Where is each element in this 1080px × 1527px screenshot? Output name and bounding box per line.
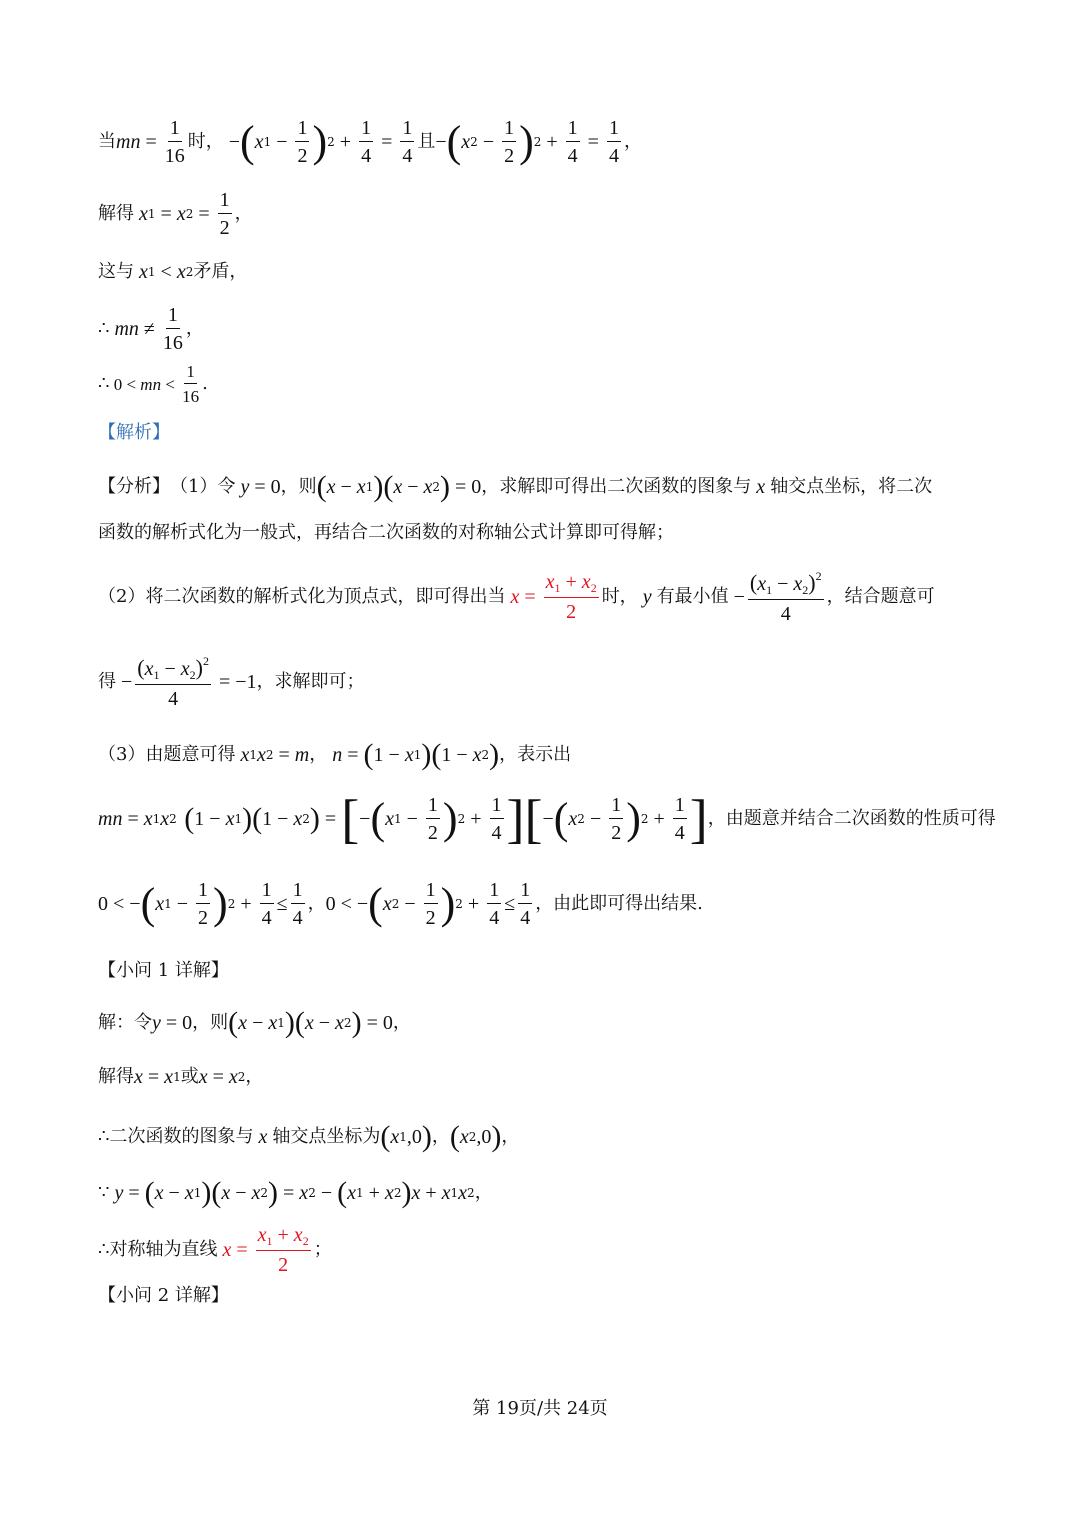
text: ，则 — [192, 1012, 229, 1033]
text: 轴交点坐标为 — [272, 1126, 381, 1147]
text: 当 — [98, 131, 116, 152]
text: 解得 — [98, 1066, 134, 1087]
text: 轴交点坐标，将二次 — [770, 476, 933, 497]
text: 函数的解析式化为一般式，再结合二次函数的对称轴公式计算即可得解； — [98, 522, 674, 543]
text: （3）由题意可得 — [98, 744, 236, 765]
text: 时， — [187, 131, 224, 152]
text: 对称轴为直线 — [109, 1239, 218, 1260]
line-contradiction: 这与 x 1 < x 2 矛盾， — [98, 261, 248, 283]
line-mn-neq: ∴ mn ≠ $\frac{1}{16}$ ， — [98, 304, 204, 354]
text: 且 — [417, 131, 436, 152]
text: 【小问 1 详解】 — [98, 960, 229, 981]
therefore-symbol: ∴ — [98, 318, 110, 339]
q1-line4: ∵ y = ( x − x 1 )( x − x 2 ) = x 2 − ( x 1 + x 2 ) x + x 1 x 2 ， — [98, 1176, 493, 1209]
text: 【分析】 — [98, 476, 170, 497]
text: ， — [309, 744, 328, 765]
text: ，由题意并结合二次函数的性质可得 — [707, 808, 996, 829]
therefore-symbol: ∴ — [98, 1239, 110, 1260]
text: ， — [307, 893, 326, 914]
line-mn-eq-1-16: 当 mn = $\frac{1}{16}$ 时， − ( x 1 − $\frac{1}{2}$ ) 2 + $\frac{1}{4}$ = $\frac{1}{4}$ 且 − ( x 2 − $\frac{1}{2}$ ) 2 + $\frac{1}{4}$ = $\frac{1}{4}$ ， — [98, 117, 642, 167]
text: 有最小值 — [656, 586, 729, 607]
q1-line2: 解得 x = x 1 或 x = x 2 ， — [98, 1066, 264, 1088]
q1-heading — [98, 962, 229, 980]
text: 或 — [180, 1066, 199, 1087]
analysis-part2-cont: 得 − $\frac{(x_1 - x_2)^2}{4}$ = −1 ，求解即可； — [98, 654, 365, 710]
text: 得 — [98, 671, 116, 692]
therefore-symbol: ∴ — [98, 373, 110, 394]
text: 【解析】 — [98, 422, 170, 443]
text: ，求解即可； — [256, 671, 365, 692]
because-symbol: ∵ — [98, 1182, 110, 1203]
analysis-part2: （2）将二次函数的解析式化为顶点式，即可得出当 x = $\frac{x_1 + x_2}{2}$ 时， y 有最小值 − $\frac{(x_1 - x_2)^2}{4}$ ，结合题意可 — [98, 569, 935, 625]
line-solve-x1-x2: 解得 x 1 = x 2 = $\frac{1}{2}$ ， — [98, 189, 253, 239]
q1-line5: ∴ 对称轴为直线 x = $\frac{x_1 + x_2}{2}$ ； — [98, 1224, 332, 1276]
text: 时， — [601, 586, 638, 607]
text: 二次函数的图象与 — [109, 1126, 254, 1147]
text: ，求解即可得出二次函数的图象与 — [481, 476, 752, 497]
text: （2）将二次函数的解析式化为顶点式，即可得出当 — [98, 586, 506, 607]
text: 【小问 2 详解】 — [98, 1285, 229, 1306]
analysis-part1: 【分析】 （1）令 y = 0 ，则 ( x − x 1 )( x − x 2 ) = 0 ，求解即可得出二次函数的图象与 x 轴交点坐标，将二次 — [98, 470, 933, 503]
q1-line3: ∴ 二次函数的图象与 x 轴交点坐标为 ( x 1 ,0 ) ， ( x 2 ,0 ) ， — [98, 1120, 520, 1153]
q1-line1: 解：令 y = 0 ，则 ( x − x 1 )( x − x 2 ) = 0 ， — [98, 1006, 411, 1039]
analysis-part3-mn-expr: mn = x 1 x 2 ( 1 − x 1 )( 1 − x 2 ) = [ − ( x 1 − $\frac{1}{2}$ ) 2 + $\frac{1}{4}$ ] [ − ( x 2 − $\frac{1}{2}$ ) 2 + $\frac{1}{4}$ ] ，由题意并结合二次函数的性质可得 — [98, 789, 996, 849]
text: （1）令 — [170, 476, 236, 497]
text: 解：令 — [98, 1012, 152, 1033]
text: ，表示出 — [499, 744, 572, 765]
line-mn-range: ∴ 0 < mn < $\frac{1}{16}$ . — [98, 362, 208, 406]
text: ，结合题意可 — [826, 586, 935, 607]
text: 矛盾， — [193, 261, 248, 282]
text: 解得 — [98, 203, 134, 224]
text: 这与 — [98, 261, 134, 282]
page-footer: 第 19页/共 24页 — [472, 1398, 608, 1419]
analysis-part1-cont — [98, 524, 674, 542]
text: ，由此即可得出结果. — [535, 893, 703, 914]
analysis-part3-range: 0 < − ( x 1 − $\frac{1}{2}$ ) 2 + $\frac{1}{4}$ ≤ $\frac{1}{4}$ ， 0 < − ( x 2 − $\frac{1}{2}$ ) 2 + $\frac{1}{4}$ ≤ $\frac{1}{4}$ ，由此即可得出结果. — [98, 879, 703, 929]
q2-heading — [98, 1287, 229, 1305]
text: ，则 — [280, 476, 317, 497]
analysis-part3: （3）由题意可得 x 1 x 2 = m ， n = ( 1 − x 1 )( 1 − x 2 ) ，表示出 — [98, 738, 572, 771]
section-analysis-heading — [98, 424, 170, 442]
therefore-symbol: ∴ — [98, 1126, 110, 1147]
